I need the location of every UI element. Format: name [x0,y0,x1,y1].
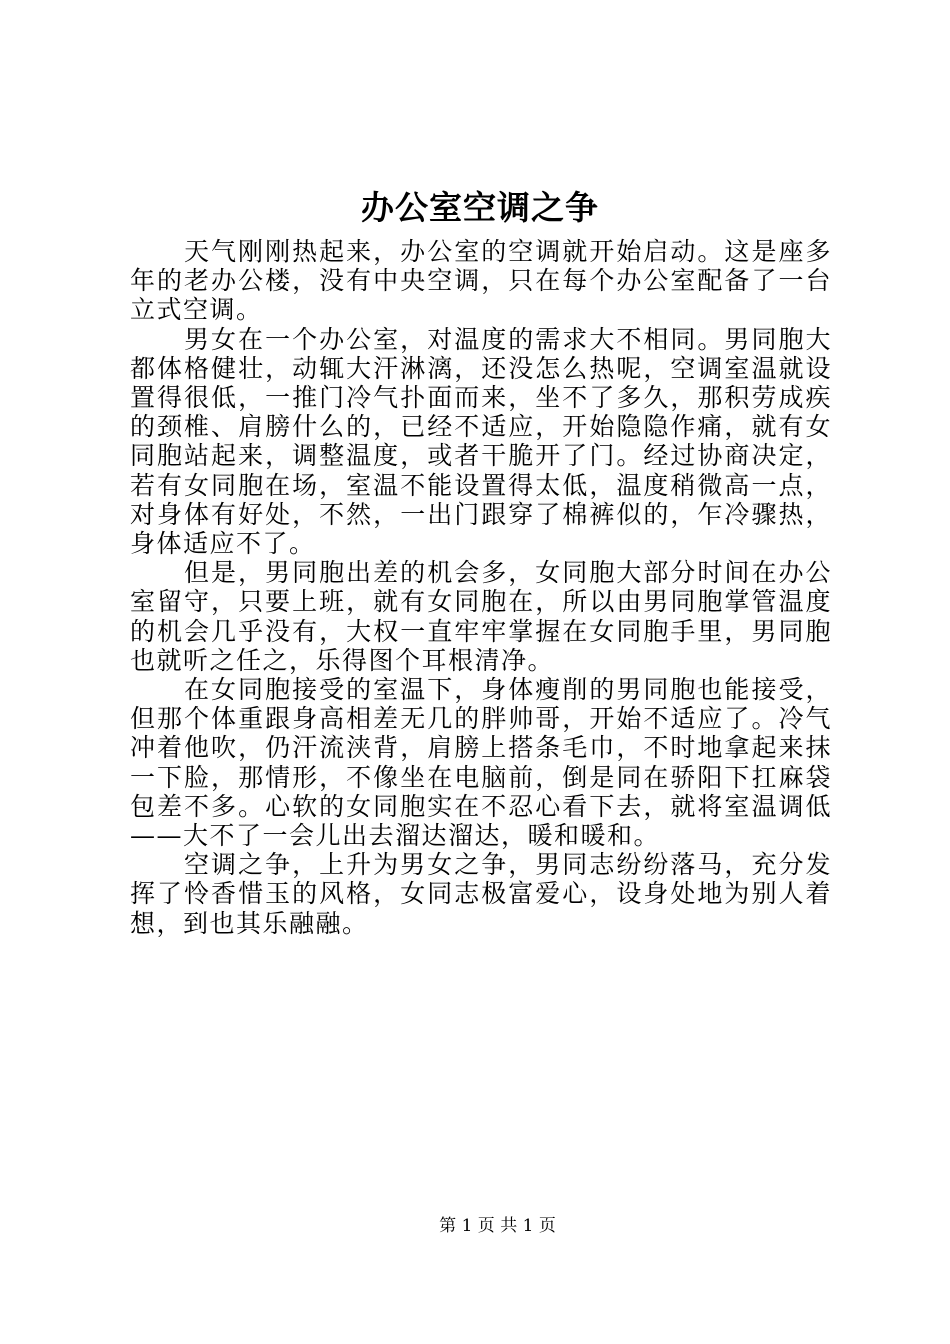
paragraph: 空调之争，上升为男女之争，男同志纷纷落马，充分发挥了怜香惜玉的风格，女同志极富爱心，设身处地为别人着想，到也其乐融融。 [130,850,832,938]
paragraph: 男女在一个办公室，对温度的需求大不相同。男同胞大都体格健壮，动辄大汗淋漓，还没怎么热呢，空调室温就设置得很低，一推门冷气扑面而来，坐不了多久，那积劳成疾的颈椎、肩膀什么的，已经不适应，开始隐隐作痛，就有女同胞站起来，调整温度，或者干脆开了门。经过协商决定，若有女同胞在场，室温不能设置得太低，温度稍微高一点，对身体有好处，不然，一出门跟穿了棉裤似的，乍冷骤热，身体适应不了。 [130,324,832,559]
paragraph: 但是，男同胞出差的机会多，女同胞大部分时间在办公室留守，只要上班，就有女同胞在，所以由男同胞掌管温度的机会几乎没有，大权一直牢牢掌握在女同胞手里，男同胞也就听之任之，乐得图个耳根清净。 [130,558,832,675]
paragraph: 在女同胞接受的室温下，身体瘦削的男同胞也能接受，但那个体重跟身高相差无几的胖帅哥，开始不适应了。冷气冲着他吹，仍汗流浃背，肩膀上搭条毛巾，不时地拿起来抹一下脸，那情形，不像坐在电脑前，倒是同在骄阳下扛麻袋包差不多。心软的女同胞实在不忍心看下去，就将室温调低——大不了一会儿出去溜达溜达，暖和暖和。 [130,675,832,851]
page-footer: 第 1 页 共 1 页 [439,1216,556,1236]
document-title: 办公室空调之争 [361,188,599,227]
paragraph: 天气刚刚热起来，办公室的空调就开始启动。这是座多年的老办公楼，没有中央空调，只在每个办公室配备了一台立式空调。 [130,237,832,325]
document-body [130,237,832,938]
